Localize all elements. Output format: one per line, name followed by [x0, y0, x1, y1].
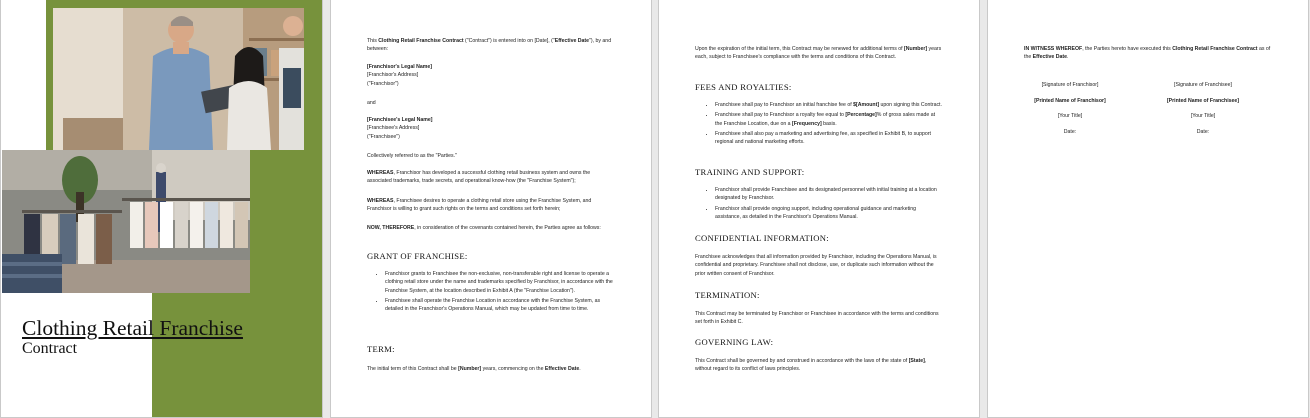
franchisee-title: [Your Title]	[1190, 113, 1216, 119]
list-item: • Franchisor shall provide Franchisee and its designated personnel with initial training at a location designated by Franchisor.	[715, 186, 943, 203]
cover-page	[1, 0, 322, 417]
termination-heading: TERMINATION:	[695, 290, 760, 300]
cover-title: Clothing Retail Franchise	[22, 316, 243, 340]
grant-list	[374, 270, 615, 315]
governing-law-paragraph: This Contract shall be governed by and construed in accordance with the laws of the state of [State], without regard to its conflict of laws principles.	[695, 358, 927, 373]
contract-page-4	[988, 0, 1308, 417]
contract-page-2	[331, 0, 651, 417]
confidential-heading: CONFIDENTIAL INFORMATION:	[695, 233, 829, 243]
confidential-paragraph: Franchisee acknowledges that all information provided by Franchisor, including the Operations Manual, is confidential and proprietary. Franchisee shall not disclose, use, or duplicate such information without the prior written consent of Franchisor.	[695, 254, 937, 277]
whereas-paragraph-1: WHEREAS, Franchisor has developed a successful clothing retail business system and owns the associated trademarks, trade secrets, and operational know-how (the "Franchise System");	[367, 170, 591, 185]
list-item: • Franchisee shall pay to Franchisor a royalty fee equal to [Percentage]% of gross sales made at the Franchise Location, due on a [Frequency] basis.	[715, 111, 943, 128]
franchisor-printed-name: [Printed Name of Franchisor]	[1034, 98, 1106, 104]
grant-heading: GRANT OF FRANCHISE:	[367, 251, 468, 261]
governing-law-heading: GOVERNING LAW:	[695, 337, 774, 347]
franchisee-party-block: [Franchisee's Legal Name] [Franchisee's Address] ("Franchisee")	[367, 117, 433, 140]
fees-list	[704, 101, 943, 148]
now-therefore-paragraph: NOW, THEREFORE, in consideration of the covenants contained herein, the Parties agree as follows:	[367, 225, 601, 231]
training-list	[704, 186, 943, 223]
collectively-text: Collectively referred to as the "Parties."	[367, 153, 457, 159]
list-item: • Franchisee shall pay to Franchisor an initial franchise fee of $[Amount] upon signing this Contract.	[715, 101, 943, 109]
cover-photo-clothing-racks	[2, 150, 250, 293]
contract-page-3	[659, 0, 979, 417]
franchisee-date: Date:	[1196, 129, 1210, 135]
franchisor-title: [Your Title]	[1057, 113, 1083, 119]
list-item: • Franchisee shall operate the Franchise Location in accordance with the Franchise System, as detailed in the Franchisor's Operations Manual, which may be updated from time to time.	[385, 297, 615, 314]
training-heading: TRAINING AND SUPPORT:	[695, 167, 805, 177]
franchisee-signature-line: [Signature of Franchisee]	[1174, 82, 1232, 88]
list-item: • Franchisor grants to Franchisee the non-exclusive, non-transferable right and license to operate a clothing retail store under the name and trademarks specified by Franchisor, in accordance with the Franchise System, at the location described in Exhibit A (the "Franchise Location").	[385, 270, 615, 295]
and-text: and	[367, 100, 376, 106]
intro-paragraph: This Clothing Retail Franchise Contract ("Contract") is entered into on [Date], ("Effective Date"), by and between:	[367, 38, 612, 53]
term-heading: TERM:	[367, 344, 395, 354]
list-item: • Franchisor shall provide ongoing support, including operational guidance and marketing assistance, as detailed in the Franchisor's Operations Manual.	[715, 205, 943, 222]
term-paragraph: The initial term of this Contract shall be [Number] years, commencing on the Effective Date.	[367, 366, 581, 372]
franchisor-signature-line: [Signature of Franchisor]	[1041, 82, 1099, 88]
franchisor-date: Date:	[1063, 129, 1077, 135]
list-item: • Franchisee shall also pay a marketing and advertising fee, as specified in Exhibit B, to support regional and national marketing efforts.	[715, 130, 943, 147]
witness-paragraph: IN WITNESS WHEREOF, the Parties hereto have executed this Clothing Retail Franchise Contract as of the Effective Date.	[1024, 46, 1271, 61]
whereas-paragraph-2: WHEREAS, Franchisee desires to operate a clothing retail store using the Franchise System, and Franchisor is willing to grant such rights on the terms and conditions set forth herein;	[367, 198, 592, 213]
cover-subtitle: Contract	[22, 340, 78, 357]
cover-photo-staff-tablet	[53, 8, 304, 150]
fees-heading: FEES AND ROYALTIES:	[695, 82, 792, 92]
termination-paragraph: This Contract may be terminated by Franchisor or Franchisee in accordance with the terms and conditions set forth in Exhibit C.	[695, 311, 939, 326]
renewal-paragraph: Upon the expiration of the initial term, this Contract may be renewed for additional terms of [Number] years each, subject to Franchisee's compliance with the terms and conditions of this Contract.	[695, 46, 942, 61]
franchisor-party-block: [Franchisor's Legal Name] [Franchisor's Address] ("Franchisor")	[367, 64, 432, 87]
franchisee-printed-name: [Printed Name of Franchisee]	[1166, 98, 1240, 104]
